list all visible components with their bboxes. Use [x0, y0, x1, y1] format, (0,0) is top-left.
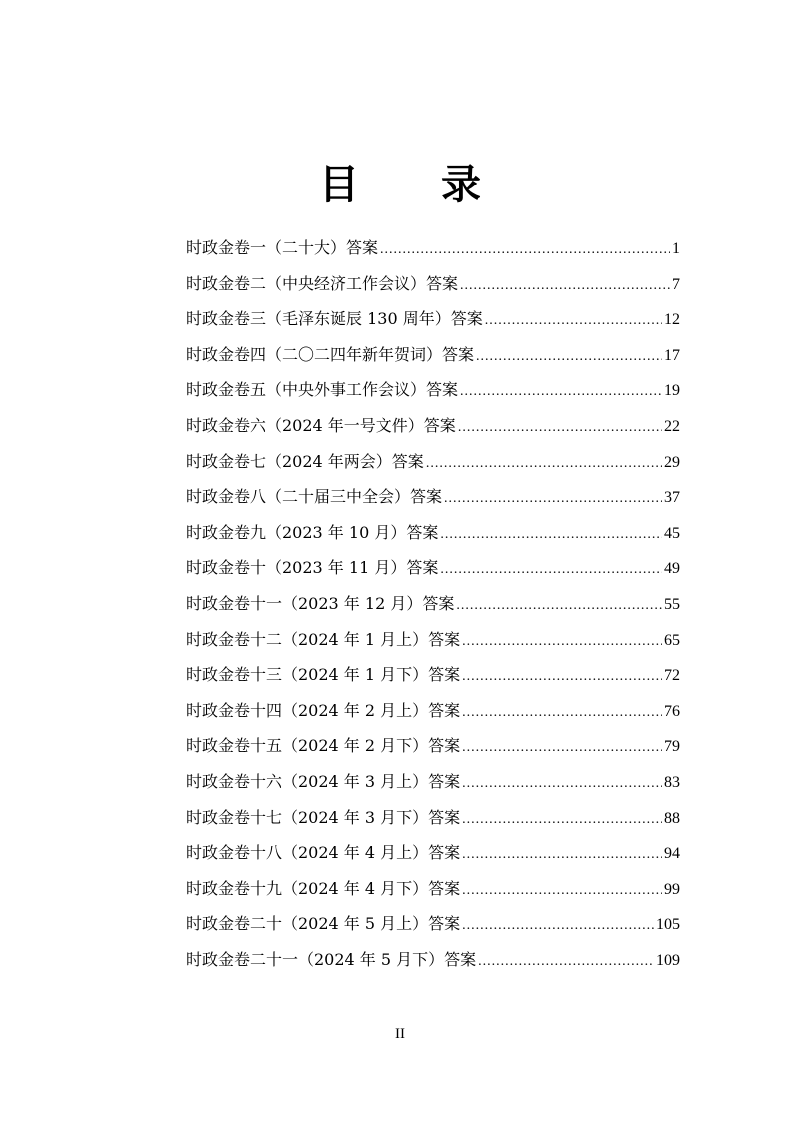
toc-entry[interactable]	[186, 444, 680, 480]
toc-entry-label: 时政金卷十六（2024 年 3 月上）答案	[186, 771, 461, 791]
toc-entry[interactable]	[186, 301, 680, 337]
toc-entry-page: 76	[664, 702, 680, 720]
toc-entry-page: 109	[656, 951, 680, 969]
toc-entry-label: 时政金卷二十（2024 年 5 月上）答案	[186, 914, 461, 934]
toc-entry-label: 时政金卷五（中央外事工作会议）答案	[186, 380, 459, 400]
toc-dot-leader	[426, 446, 662, 482]
toc-dot-leader	[440, 552, 662, 588]
toc-dot-leader	[476, 339, 662, 375]
toc-dot-leader	[485, 303, 662, 339]
toc-dot-leader	[380, 232, 670, 268]
toc-dot-leader	[444, 481, 662, 517]
toc-entry-label: 时政金卷九（2023 年 10 月）答案	[186, 522, 439, 542]
toc-entry[interactable]	[186, 906, 680, 942]
toc-entry[interactable]	[186, 835, 680, 871]
toc-entry-label: 时政金卷十五（2024 年 2 月下）答案	[186, 736, 461, 756]
toc-entry-label: 时政金卷一（二十大）答案	[186, 238, 379, 257]
toc-entry-page: 12	[664, 311, 680, 329]
toc-dot-leader	[460, 268, 670, 304]
toc-dot-leader	[460, 374, 662, 410]
toc-entry[interactable]	[186, 550, 680, 586]
toc-entry-label: 时政金卷六（2024 年一号文件）答案	[186, 415, 456, 435]
toc-dot-leader	[478, 944, 654, 980]
table-of-contents	[186, 230, 680, 977]
toc-entry[interactable]	[186, 266, 680, 302]
toc-entry-page: 55	[664, 595, 680, 613]
toc-dot-leader	[456, 588, 662, 624]
toc-entry-page: 17	[664, 346, 680, 364]
toc-entry-page: 72	[664, 667, 680, 685]
toc-entry[interactable]	[186, 871, 680, 907]
toc-entry-label: 时政金卷三（毛泽东诞辰 130 周年）答案	[186, 309, 483, 329]
toc-entry[interactable]	[186, 622, 680, 658]
toc-dot-leader	[462, 873, 662, 909]
toc-entry-label: 时政金卷十一（2023 年 12 月）答案	[186, 593, 455, 613]
toc-entry[interactable]	[186, 728, 680, 764]
toc-entry-label: 时政金卷二（中央经济工作会议）答案	[186, 273, 459, 293]
toc-entry-label: 时政金卷十七（2024 年 3 月下）答案	[186, 807, 461, 827]
toc-entry-label: 时政金卷十四（2024 年 2 月上）答案	[186, 700, 461, 720]
toc-entry-label: 时政金卷二十一（2024 年 5 月下）答案	[186, 949, 477, 969]
toc-entry-label: 时政金卷八（二十届三中全会）答案	[186, 487, 443, 507]
toc-dot-leader	[462, 908, 654, 944]
toc-entry-label: 时政金卷十九（2024 年 4 月下）答案	[186, 878, 461, 898]
toc-dot-leader	[458, 410, 662, 446]
toc-entry-label: 时政金卷十二（2024 年 1 月上）答案	[186, 629, 461, 649]
toc-entry[interactable]	[186, 693, 680, 729]
toc-dot-leader	[462, 695, 662, 731]
toc-entry-label: 时政金卷七（2024 年两会）答案	[186, 451, 424, 471]
toc-entry-page: 49	[664, 560, 680, 578]
page-number: II	[395, 1026, 405, 1042]
toc-entry-page: 1	[672, 240, 680, 257]
toc-entry[interactable]	[186, 764, 680, 800]
toc-dot-leader	[462, 837, 662, 873]
toc-entry[interactable]	[186, 800, 680, 836]
page-title: 目 录	[319, 161, 515, 208]
toc-dot-leader	[462, 730, 662, 766]
toc-entry-page: 99	[664, 880, 680, 898]
toc-entry-page: 79	[664, 738, 680, 756]
toc-entry-page: 65	[664, 631, 680, 649]
toc-entry-page: 45	[664, 524, 680, 542]
toc-entry[interactable]	[186, 942, 680, 978]
toc-entry[interactable]	[186, 657, 680, 693]
toc-dot-leader	[462, 659, 662, 695]
toc-entry[interactable]	[186, 230, 680, 266]
toc-entry-label: 时政金卷四（二〇二四年新年贺词）答案	[186, 344, 475, 364]
toc-entry-page: 22	[664, 417, 680, 435]
toc-entry[interactable]	[186, 372, 680, 408]
toc-entry-page: 88	[664, 809, 680, 827]
toc-entry-page: 37	[664, 489, 680, 507]
toc-entry[interactable]	[186, 479, 680, 515]
toc-entry-page: 7	[672, 275, 680, 293]
toc-entry-label: 时政金卷十三（2024 年 1 月下）答案	[186, 665, 461, 685]
toc-entry-page: 94	[664, 845, 680, 863]
toc-dot-leader	[462, 624, 662, 660]
toc-entry[interactable]	[186, 337, 680, 373]
toc-entry-page: 83	[664, 773, 680, 791]
toc-entry[interactable]	[186, 586, 680, 622]
toc-entry-page: 105	[656, 916, 680, 934]
toc-dot-leader	[462, 802, 662, 838]
toc-entry-page: 19	[664, 382, 680, 400]
toc-dot-leader	[440, 517, 662, 553]
toc-entry-label: 时政金卷十八（2024 年 4 月上）答案	[186, 843, 461, 863]
toc-entry-page: 29	[664, 453, 680, 471]
toc-entry[interactable]	[186, 408, 680, 444]
toc-dot-leader	[462, 766, 662, 802]
toc-entry[interactable]	[186, 515, 680, 551]
toc-entry-label: 时政金卷十（2023 年 11 月）答案	[186, 558, 439, 578]
